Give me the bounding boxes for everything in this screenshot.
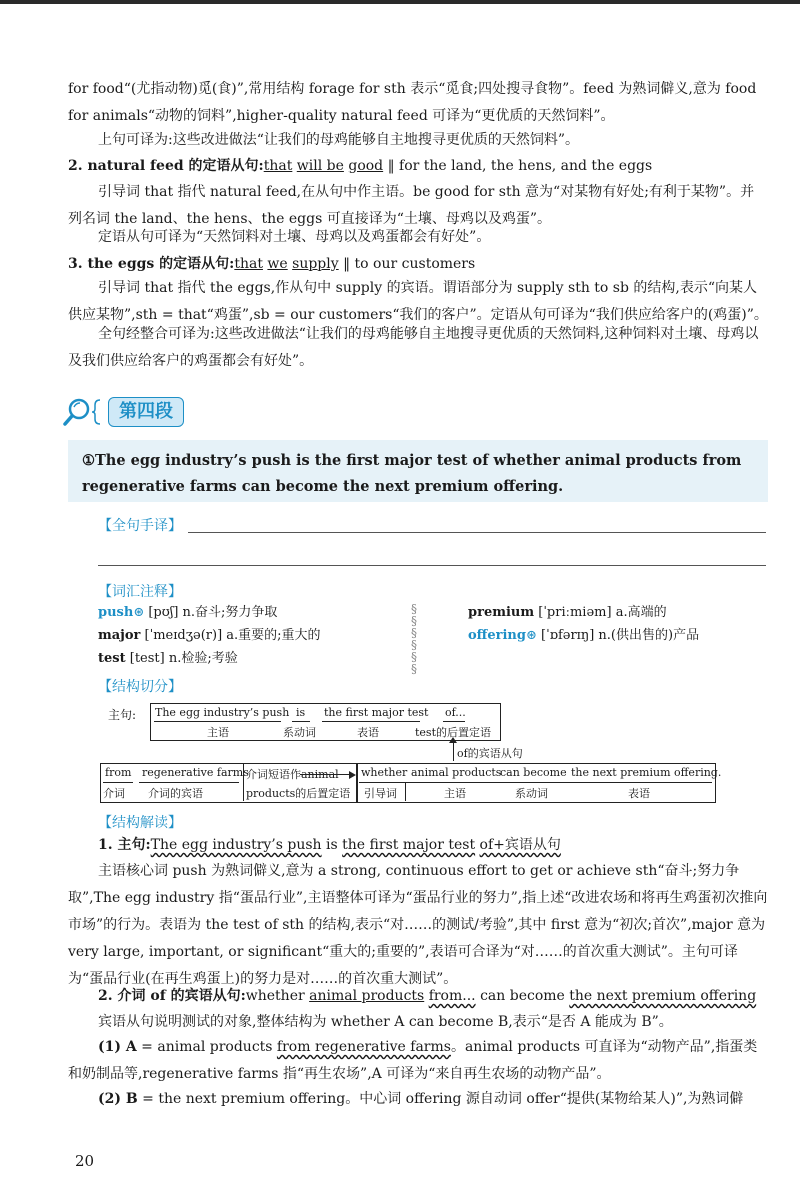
analysis-label: 【结构解读】	[98, 815, 182, 831]
analysis-4-label: (2) B	[98, 1091, 138, 1107]
analysis-1-title: 1. 主句:	[98, 837, 151, 853]
vocab-word: major	[98, 628, 141, 643]
analysis-3-u: from regenerative farms	[276, 1039, 451, 1055]
full-translation-label: 【全句手译】	[98, 518, 182, 534]
question-number: ①	[82, 452, 95, 469]
clause-whether: whether	[361, 766, 408, 779]
para-3-text: 引导词 that 指代 natural feed,在从句中作主语。be good for sth 意为“对某物有好处;有利于某物”。并列名词 the land、the hens、the eggs 可直接译为“土壤、母鸡以及鸡蛋”。	[68, 184, 755, 227]
prep-object-cn: 介词的宾语	[148, 787, 203, 800]
analysis-para-4	[68, 1086, 768, 1113]
clause-subject: animal products	[411, 766, 502, 779]
prep-from: from	[105, 766, 132, 779]
analysis-3-label: (1) A	[98, 1039, 137, 1055]
prep-cn: 介词	[103, 787, 125, 800]
object-clause-label: of的宾语从句	[457, 747, 523, 760]
para-6	[68, 321, 768, 375]
question-text: The egg industry’s push is the first major test of whether animal products from regenerative farms can become the next premium offering.	[82, 452, 742, 495]
analysis-2-from: from...	[428, 988, 476, 1004]
analysis-1-part4: of+宾语从句	[479, 837, 561, 853]
analysis-1-part3: the first major test	[342, 837, 476, 853]
predicative-text: the first major test	[324, 706, 429, 719]
postmod-note-1: 介词短语作animal	[246, 768, 339, 781]
analysis-2-whether: whether	[245, 988, 305, 1004]
vocab-def: [ˈpriːmiəm] a.高端的	[538, 605, 667, 620]
vocab-def: [ˈɒfərɪŋ] n.(供出售的)产品	[541, 628, 700, 643]
structure-label: 【结构切分】	[98, 679, 182, 695]
clause-whether-cn: 引导词	[364, 787, 397, 800]
vocab-right	[468, 601, 699, 647]
heading-2	[68, 153, 768, 180]
page-number: 20	[75, 1152, 95, 1170]
postmod-note-2: products的后置定语	[246, 787, 351, 800]
vocab-def: [ˈmeɪdʒə(r)] a.重要的;重大的	[144, 628, 321, 643]
analysis-2-title: 2. 介词 of 的宾语从句:	[98, 988, 246, 1004]
analysis-2-subj: animal products	[309, 988, 425, 1004]
vocab-word: offering	[468, 628, 526, 643]
heading-2-u1: that	[263, 158, 293, 174]
clause-verb-cn: 系动词	[515, 787, 548, 800]
analysis-heading-1	[98, 832, 768, 859]
postmodifier-text: of...	[445, 706, 466, 719]
vocab-left	[98, 601, 321, 670]
analysis-para-2	[68, 1009, 768, 1036]
para-1-text: for food“(尤指动物)觅(食)”,常用结构 forage for sth 表示“觅食;四处搜寻食物”。feed 为熟词僻义,意为 food for animals“动物的饲料”,higher-quality natural feed 可译为“更优质的天然饲料”。	[68, 81, 757, 124]
main-clause-label: 主句:	[108, 708, 137, 722]
translation-line-1[interactable]	[188, 532, 766, 533]
section-heading	[62, 395, 184, 429]
analysis-4-body: = the next premium offering。中心词 offering 源自动词 offer“提供(某物给某人)”,为熟词僻	[137, 1091, 744, 1107]
vocab-def: [test] n.检验;考验	[129, 651, 238, 666]
para-5-text: 引导词 that 指代 the eggs,作从句中 supply 的宾语。谓语部分为 supply sth to sb 的结构,表示“向某人供应某物”,sth = that“鸡蛋”,sb = our customers“我们的客户”。定语从句可译为“我们供应给客户的(鸡蛋)”。	[68, 280, 768, 323]
vocab-entry-offering	[468, 624, 699, 647]
vocab-def: [pʊʃ] n.奋斗;努力争取	[148, 605, 278, 620]
clause-subject-cn: 主语	[444, 787, 466, 800]
heading-2-rest: ‖ for the land, the hens, and the eggs	[383, 158, 653, 174]
heading-2-title: 2. natural feed 的定语从句:	[68, 158, 264, 174]
vocab-entry-push	[98, 601, 321, 624]
analysis-3-pre: = animal products	[136, 1039, 277, 1055]
analysis-3-body: 。animal products 可直译为“动物产品”,指蛋类和奶制品等,regenerative farms 指“再生农场”,A 可译为“来自再生农场的动物产品”。	[68, 1039, 758, 1082]
para-2-text: 上句可译为:这些改进做法“让我们的母鸡能够自主地搜寻更优质的天然饲料”。	[98, 132, 580, 148]
analysis-para-1	[68, 858, 768, 993]
subject-text: The egg industry’s push	[155, 706, 290, 719]
verb-cn: 系动词	[283, 726, 316, 739]
analysis-2-body: 宾语从句说明测试的对象,整体结构为 whether A can become B,表示“是否 A 能成为 B”。	[98, 1014, 673, 1030]
heading-3-u3: supply	[292, 256, 339, 272]
section-title: 第四段	[108, 397, 184, 427]
question-sentence	[82, 448, 762, 500]
para-4-text: 定语从句可译为“天然饲料对土壤、母鸡以及鸡蛋都会有好处”。	[98, 229, 491, 245]
brace-icon	[92, 397, 102, 427]
analysis-1-body: 主语核心词 push 为熟词僻义,意为 a strong, continuous effort to get or achieve sth“奋斗;努力争取”,The egg industry 指“蛋品行业”,主语整体可译为“蛋品行业的努力”,指上述“改进农场和将再生鸡蛋初次推向市场”的行为。表语为 the test of sth 的结构,表示“对……的测试/考验”,其中 first 意为“初次;首次”,major 意为 very large, important, or significant“重大的;重要的”,表语可合译为“对……的首次重大测试”。主句可译为“蛋品行业(在再生鸡蛋上)的努力是对……的首次重大测试”。	[68, 863, 768, 987]
heading-3-u1: that	[234, 256, 263, 272]
para-4	[68, 224, 768, 251]
heading-3	[68, 251, 768, 278]
clause-verb: can become	[500, 766, 567, 779]
para-1	[68, 76, 768, 130]
predicative-cn: 表语	[357, 726, 379, 739]
prep-object: regenerative farms	[142, 766, 249, 779]
heading-2-u2: will be	[296, 158, 344, 174]
subject-cn: 主语	[207, 726, 229, 739]
heading-3-rest: ‖ to our customers	[338, 256, 476, 272]
analysis-1-part1: The egg industry’s push	[150, 837, 322, 853]
vocab-label: 【词汇注释】	[98, 584, 182, 600]
vocab-mark: ⊛	[525, 628, 537, 643]
top-border	[0, 0, 800, 4]
translation-line-2[interactable]	[98, 565, 766, 566]
analysis-para-3	[68, 1034, 768, 1088]
heading-2-u3: good	[348, 158, 384, 174]
analysis-2-pred: the next premium offering	[569, 988, 757, 1004]
analysis-heading-2	[98, 983, 768, 1010]
para-2	[68, 127, 768, 154]
analysis-2-verb: can become	[480, 988, 565, 1004]
vocab-entry-test	[98, 647, 321, 670]
vocab-word: test	[98, 651, 126, 666]
vocab-mark: ⊛	[133, 605, 145, 620]
postmodifier-cn: test的后置定语	[415, 726, 491, 739]
para-6-text: 全句经整合可译为:这些改进做法“让我们的母鸡能够自主地搜寻更优质的天然饲料,这种饲料对土壤、母鸡以及我们供应给客户的鸡蛋都会有好处”。	[68, 326, 759, 369]
magnifier-icon	[62, 397, 92, 427]
vocab-entry-major	[98, 624, 321, 647]
vocab-entry-premium	[468, 601, 699, 624]
heading-3-u2: we	[267, 256, 288, 272]
clause-predicative-cn: 表语	[628, 787, 650, 800]
heading-3-title: 3. the eggs 的定语从句:	[68, 256, 235, 272]
verb-text: is	[296, 706, 306, 719]
analysis-1-part2: is	[326, 837, 338, 853]
column-divider: § § § § § §	[411, 602, 417, 676]
vocab-word: premium	[468, 605, 535, 620]
clause-predicative: the next premium offering.	[571, 766, 722, 779]
vocab-word: push	[98, 605, 134, 620]
